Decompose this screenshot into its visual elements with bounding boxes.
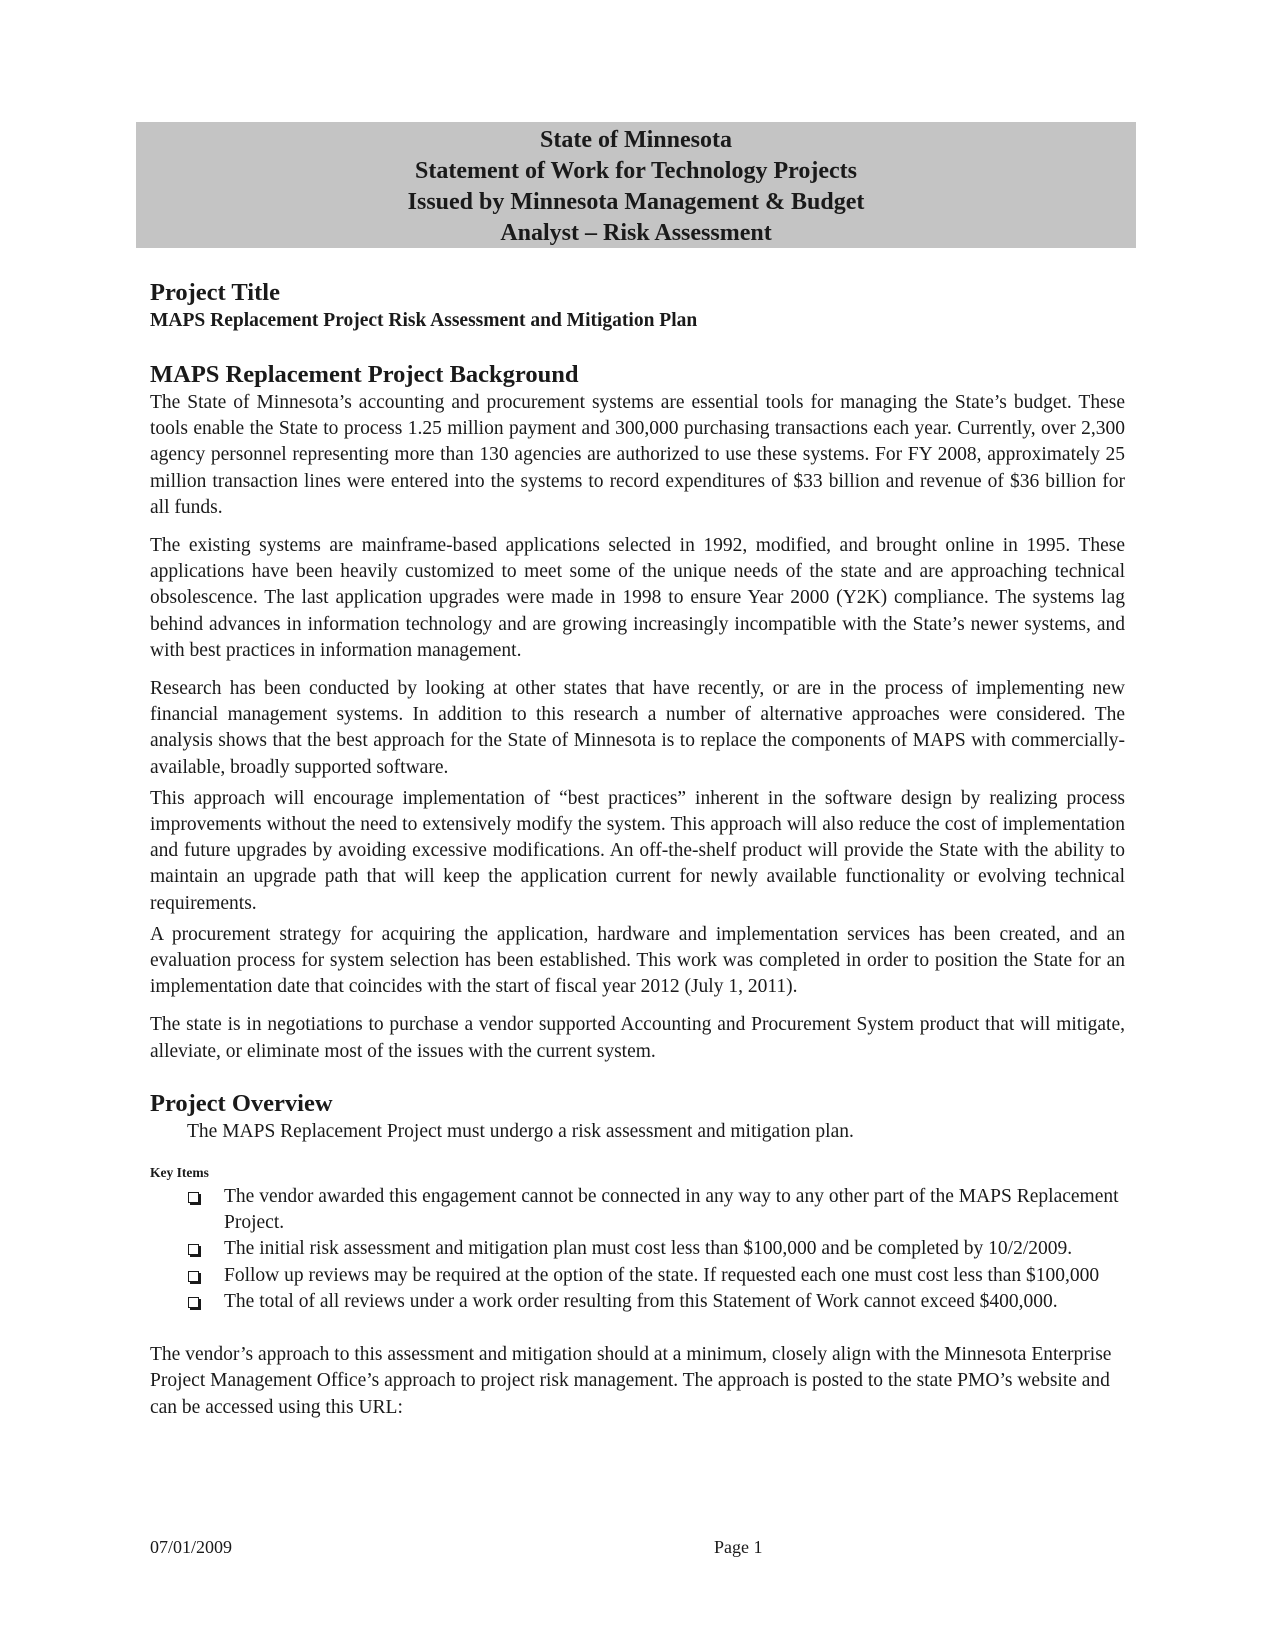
- footer-date: 07/01/2009: [150, 1537, 233, 1557]
- checkbox-bullet-icon: [188, 1192, 199, 1203]
- title-line-statement: Statement of Work for Technology Projects: [415, 158, 857, 184]
- project-title-heading: Project Title: [150, 279, 280, 306]
- list-item: [150, 1236, 1125, 1262]
- background-heading: MAPS Replacement Project Background: [150, 361, 579, 388]
- project-title-value: MAPS Replacement Project Risk Assessment and Mitigation Plan: [150, 310, 698, 331]
- overview-heading: Project Overview: [150, 1089, 333, 1117]
- overview-intro: The MAPS Replacement Project must undergo a risk assessment and mitigation plan.: [187, 1120, 854, 1142]
- key-items-label: Key Items: [150, 1165, 209, 1181]
- checkbox-bullet-icon: [188, 1271, 199, 1282]
- document-body: [150, 278, 1125, 1421]
- footer-page-number: Page 1: [714, 1537, 763, 1557]
- list-item: [150, 1184, 1125, 1236]
- list-item: [150, 1263, 1125, 1289]
- background-paragraph: A procurement strategy for acquiring the application, hardware and implementation services has been created, and an evaluation process for system selection has been established. This work was completed in order to position the State for an implementation date that coincides with the start of fiscal year 2012 (July 1, 2011).: [150, 923, 1125, 998]
- background-paragraph: The existing systems are mainframe-based applications selected in 1992, modified, and brought online in 1995. These applications have been heavily customized to meet some of the unique needs of the state and are approaching technical obsolescence. The last application upgrades were made in 1998 to ensure Year 2000 (Y2K) compliance. The systems lag behind advances in information technology and are growing increasingly incompatible with the State’s newer systems, and with best practices in information management.: [150, 535, 1125, 661]
- title-line-state: State of Minnesota: [540, 127, 732, 153]
- key-item-text: The vendor awarded this engagement cannot be connected in any way to any other part of the MAPS Replacement Project.: [224, 1186, 1119, 1234]
- key-item-text: Follow up reviews may be required at the option of the state. If requested each one must cost less than $100,000: [224, 1264, 1100, 1286]
- background-paragraph: The state is in negotiations to purchase a vendor supported Accounting and Procurement System product that will mitigate, alleviate, or eliminate most of the issues with the current system.: [150, 1014, 1125, 1062]
- background-paragraph: The State of Minnesota’s accounting and procurement systems are essential tools for managing the State’s budget. These tools enable the State to process 1.25 million payment and 300,000 purchasing transactions each year. Currently, over 2,300 agency personnel representing more than 130 agencies are authorized to use these systems. For FY 2008, approximately 25 million transaction lines were entered into the systems to record expenditures of $33 billion and revenue of $36 billion for all funds.: [150, 392, 1125, 518]
- document-title-banner: [136, 122, 1136, 248]
- title-line-issuer: Issued by Minnesota Management & Budget: [407, 189, 865, 215]
- list-item: [150, 1289, 1125, 1315]
- background-paragraph: Research has been conducted by looking at other states that have recently, or are in the process of implementing new financial management systems. In addition to this research a number of alternative approaches were considered. The analysis shows that the best approach for the State of Minnesota is to replace the components of MAPS with commercially-available, broadly supported software.: [150, 678, 1125, 778]
- key-item-text: The initial risk assessment and mitigation plan must cost less than $100,000 and be completed by 10/2/2009.: [224, 1238, 1073, 1260]
- checkbox-bullet-icon: [188, 1244, 199, 1255]
- closing-paragraph: The vendor’s approach to this assessment and mitigation should at a minimum, closely align with the Minnesota Enterprise Project Management Office’s approach to project risk management. The approach is posted to the state PMO’s website and can be accessed using this URL:: [150, 1344, 1112, 1418]
- key-items-list: [150, 1184, 1125, 1315]
- key-item-text: The total of all reviews under a work order resulting from this Statement of Work cannot exceed $400,000.: [224, 1290, 1058, 1312]
- checkbox-bullet-icon: [188, 1297, 199, 1308]
- title-line-role: Analyst – Risk Assessment: [500, 220, 772, 246]
- background-paragraph: This approach will encourage implementation of “best practices” inherent in the software design by realizing process improvements without the need to extensively modify the system. This approach will also reduce the cost of implementation and future upgrades by avoiding excessive modifications. An off-the-shelf product will provide the State with the ability to maintain an upgrade path that will keep the application current for newly available functionality or evolving technical requirements.: [150, 787, 1125, 914]
